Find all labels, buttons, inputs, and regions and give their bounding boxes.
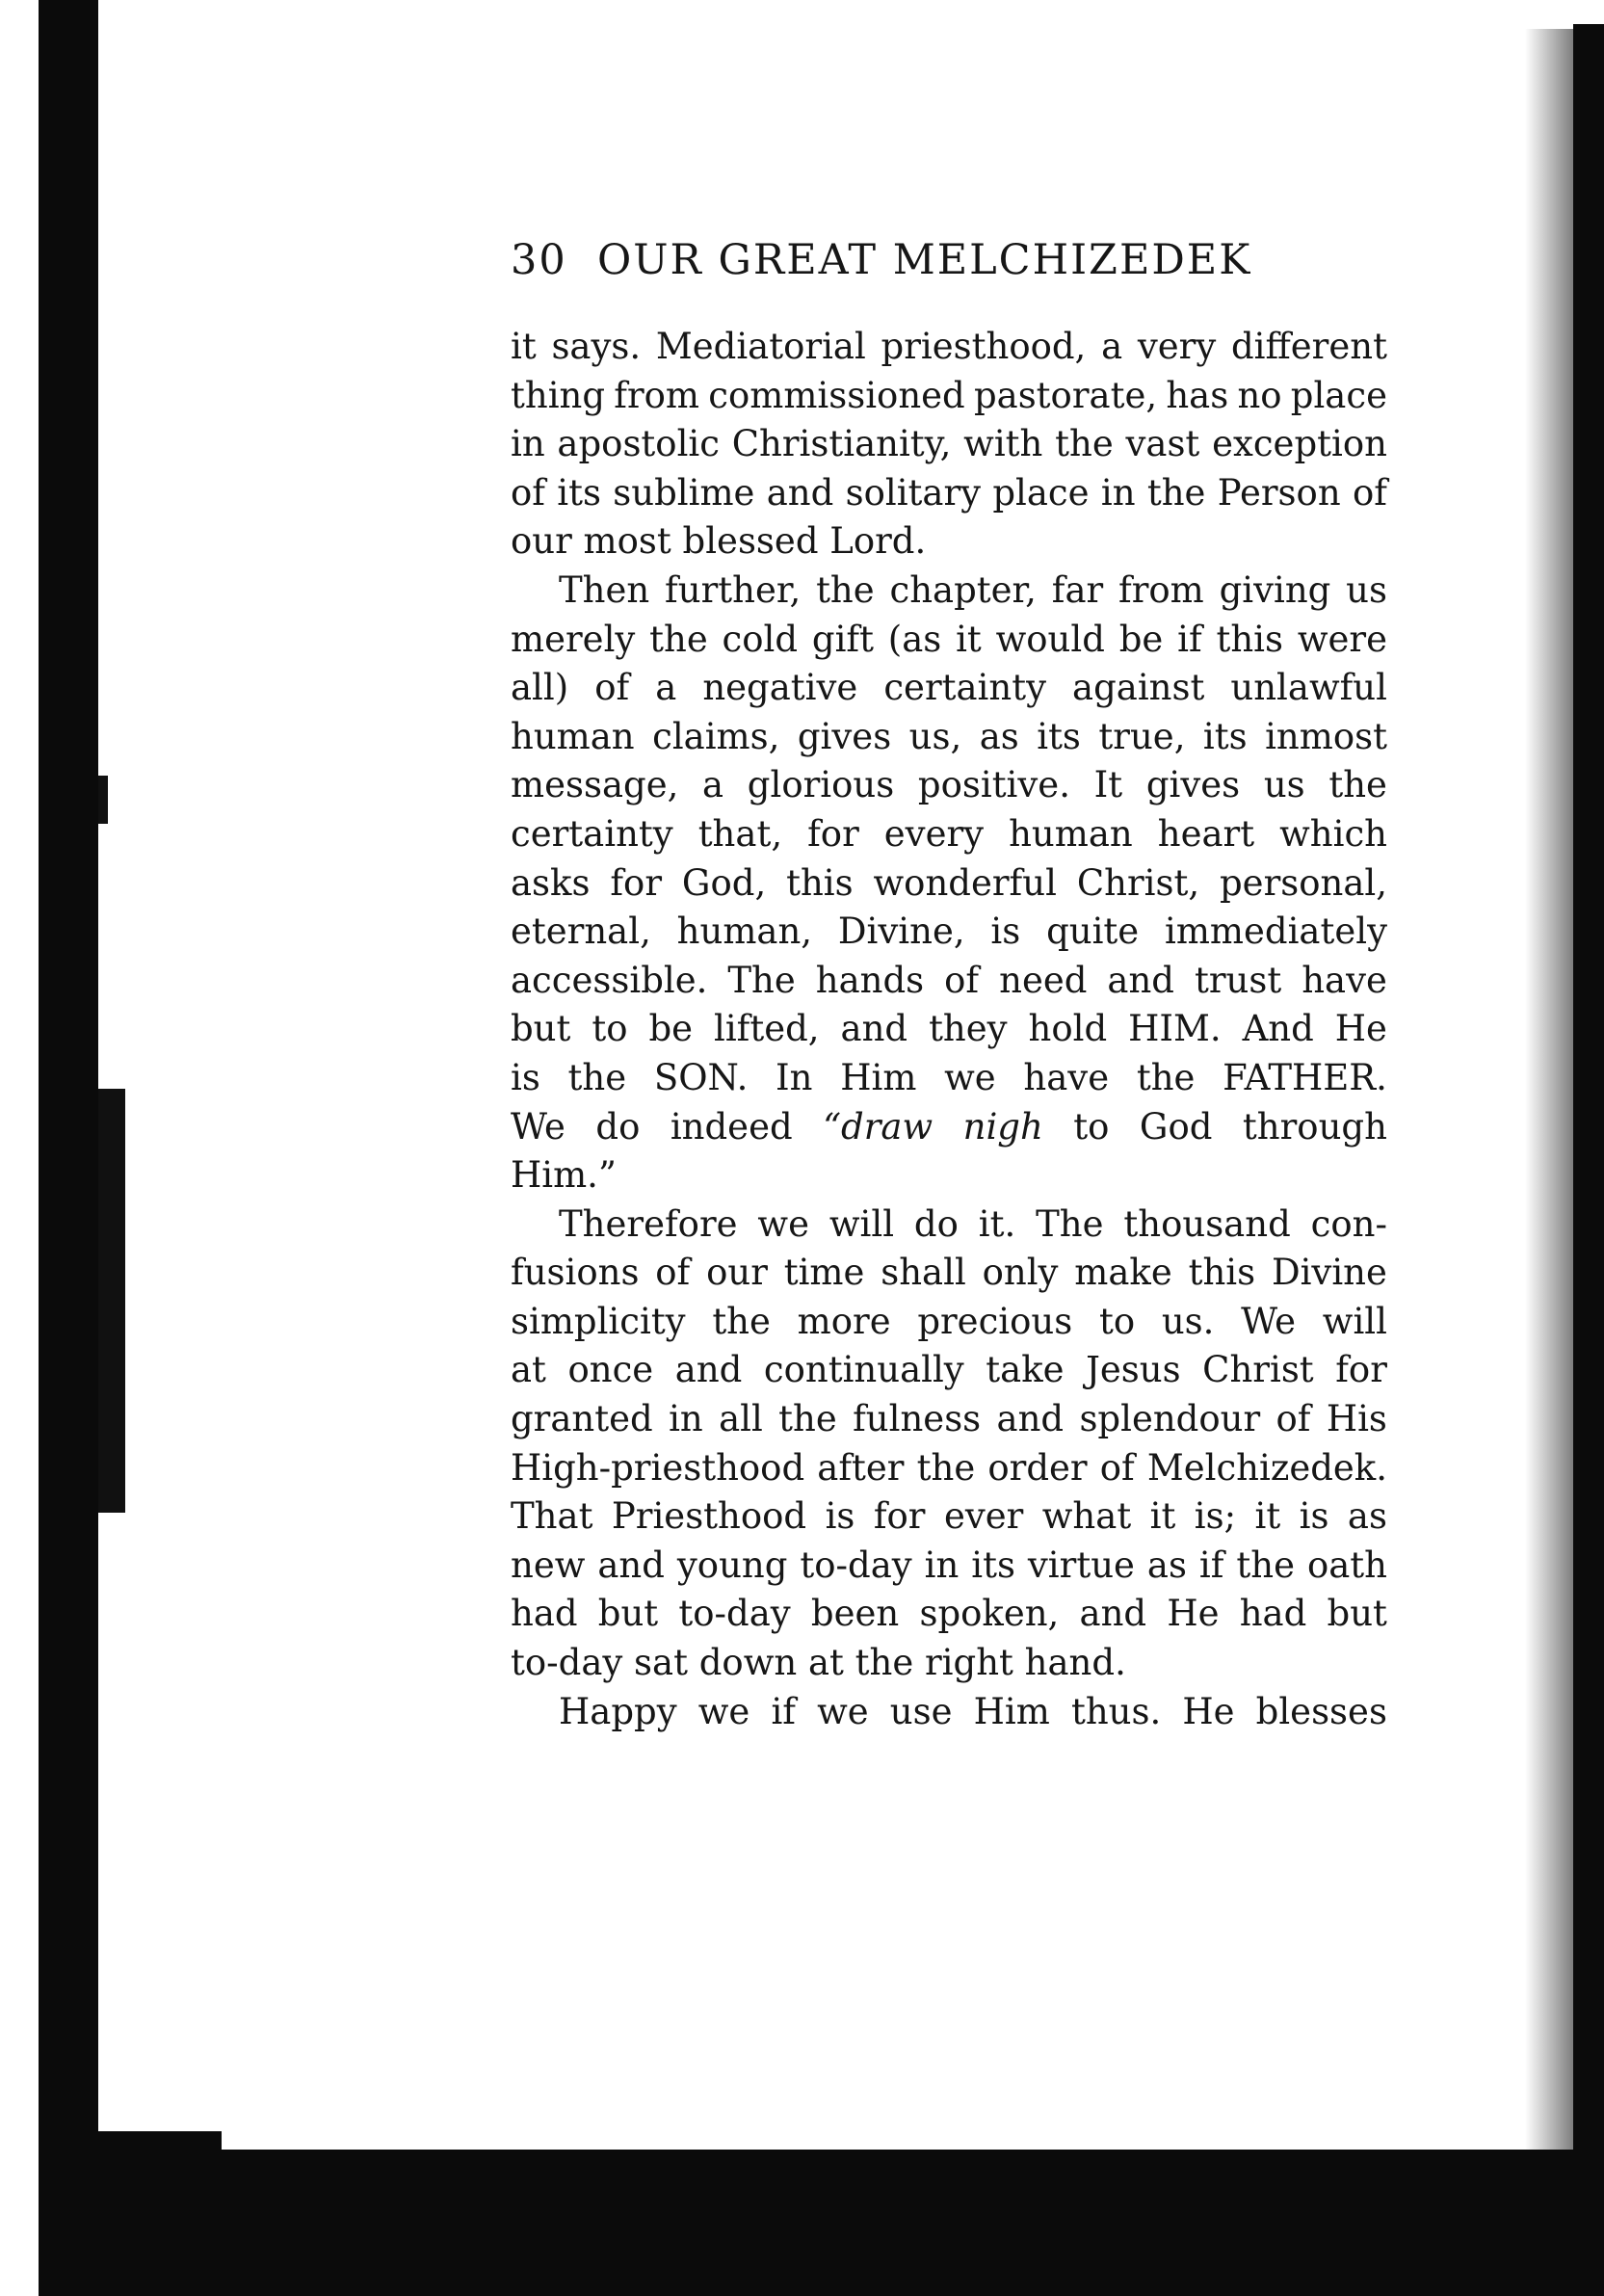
text-word: the xyxy=(1236,1544,1295,1586)
text-word: Therefore xyxy=(559,1202,738,1245)
text-word: heart xyxy=(1157,812,1255,855)
text-word: the xyxy=(816,568,875,611)
text-word: young xyxy=(676,1544,788,1586)
text-word: as xyxy=(1347,1495,1387,1538)
text-word: thing xyxy=(511,374,606,416)
text-line xyxy=(511,1688,1387,1737)
text-word: chapter, xyxy=(889,568,1037,611)
scan-shadow-right xyxy=(1525,29,1573,2245)
text-word: is xyxy=(825,1495,855,1538)
text-word: further, xyxy=(665,568,802,611)
text-word: do xyxy=(595,1105,641,1148)
text-word: for xyxy=(873,1495,926,1538)
text-word: this xyxy=(1188,1252,1256,1294)
text-word: if xyxy=(771,1690,796,1732)
text-word: us xyxy=(1263,764,1305,806)
text-word: oath xyxy=(1306,1544,1387,1586)
text-word: make xyxy=(1074,1252,1172,1294)
text-word: be xyxy=(648,1008,694,1050)
text-word: us xyxy=(1346,568,1387,611)
text-word: fusions xyxy=(511,1252,640,1294)
text-word: pastorate, xyxy=(973,374,1158,416)
text-word: we xyxy=(817,1690,869,1732)
body-text xyxy=(511,323,1387,1768)
text-word: time xyxy=(783,1252,865,1294)
text-word: gives xyxy=(1145,764,1241,806)
text-word: exception xyxy=(1212,423,1387,465)
text-word: of xyxy=(655,1252,691,1294)
text-word: and xyxy=(840,1008,908,1050)
text-word: to-day xyxy=(678,1593,791,1635)
text-word: virtue xyxy=(1027,1544,1135,1586)
text-word: all) xyxy=(511,667,569,709)
text-word: ever xyxy=(943,1495,1024,1538)
text-word: thus. xyxy=(1070,1690,1162,1732)
text-word: is; xyxy=(1194,1495,1237,1538)
text-word: spoken, xyxy=(919,1593,1060,1635)
text-line xyxy=(511,1005,1387,1054)
text-line xyxy=(511,859,1387,909)
text-word: it xyxy=(956,618,982,660)
text-word: human xyxy=(511,715,635,757)
text-word: that, xyxy=(697,812,783,855)
text-word: if xyxy=(1198,1544,1224,1586)
text-word: human xyxy=(1009,812,1133,855)
text-word: of xyxy=(944,959,980,1001)
text-word: accessible. xyxy=(511,959,708,1001)
text-word: but xyxy=(1327,1593,1387,1635)
text-word: priesthood, xyxy=(881,326,1087,367)
text-word: SON. xyxy=(653,1056,749,1098)
text-word: very xyxy=(1137,326,1217,367)
text-word: as xyxy=(979,715,1019,757)
text-word: had xyxy=(1239,1593,1307,1635)
text-word: been xyxy=(810,1593,900,1635)
text-word: Person xyxy=(1217,471,1341,514)
text-word: Christ xyxy=(1202,1349,1314,1391)
text-word: this xyxy=(786,861,854,904)
text-word: is xyxy=(511,1056,540,1098)
text-word: blesses xyxy=(1255,1690,1387,1732)
text-word: all xyxy=(719,1398,763,1440)
text-word: hold xyxy=(1028,1008,1108,1050)
text-line xyxy=(511,517,1387,567)
text-word: take xyxy=(986,1349,1065,1391)
text-word: FATHER. xyxy=(1223,1056,1387,1098)
text-word: The xyxy=(1036,1202,1104,1245)
text-word: We xyxy=(1241,1300,1297,1342)
text-word: its xyxy=(971,1544,1015,1586)
text-word: different xyxy=(1230,326,1387,367)
text-word: we xyxy=(697,1690,750,1732)
text-word: says. xyxy=(551,326,642,367)
text-line xyxy=(511,420,1387,469)
text-word: is xyxy=(1299,1495,1329,1538)
text-word: precious xyxy=(917,1300,1073,1342)
text-word: had xyxy=(511,1593,578,1635)
text-word: have xyxy=(1302,959,1387,1001)
text-word: unlawful xyxy=(1230,667,1387,709)
text-word: We xyxy=(511,1105,565,1148)
text-word: a xyxy=(655,667,677,709)
text-word: Then xyxy=(559,568,650,611)
text-word: The xyxy=(727,959,796,1001)
text-word: Him.” xyxy=(511,1154,617,1197)
text-word: it xyxy=(1254,1495,1281,1538)
page-number: 30 xyxy=(511,236,567,284)
text-word: will xyxy=(828,1202,895,1245)
text-word: has xyxy=(1166,374,1229,416)
text-word: is xyxy=(990,910,1021,953)
text-word: but xyxy=(597,1593,659,1635)
text-word: with xyxy=(963,423,1043,465)
text-word: were xyxy=(1297,618,1387,660)
text-word: the xyxy=(1136,1056,1196,1098)
running-title: OUR GREAT MELCHIZEDEK xyxy=(597,236,1252,284)
text-word: for xyxy=(610,861,663,904)
text-line xyxy=(511,323,1387,372)
text-word: at xyxy=(511,1349,546,1391)
text-word: be xyxy=(1118,618,1164,660)
text-word: us. xyxy=(1161,1300,1215,1342)
text-line xyxy=(511,713,1387,762)
text-word: to-day xyxy=(800,1544,912,1586)
text-word: lifted, xyxy=(714,1008,820,1050)
text-word: giving xyxy=(1219,568,1331,611)
text-line xyxy=(511,1639,1387,1688)
text-word: to xyxy=(1073,1105,1110,1148)
running-header xyxy=(511,236,1397,294)
text-word: simplicity xyxy=(511,1300,686,1342)
text-word: need xyxy=(999,959,1088,1001)
text-word: we xyxy=(944,1056,996,1098)
text-word: In xyxy=(776,1056,813,1098)
text-line xyxy=(511,761,1387,810)
text-word: inmost xyxy=(1265,715,1387,757)
text-word: the xyxy=(916,1446,976,1489)
text-word: and xyxy=(1079,1593,1147,1635)
text-word: (as xyxy=(887,618,942,660)
text-line xyxy=(511,567,1387,616)
text-word: of xyxy=(1275,1398,1311,1440)
text-word: merely xyxy=(511,618,636,660)
text-word: our xyxy=(706,1252,768,1294)
text-word: thousand xyxy=(1123,1202,1291,1245)
text-word: hands xyxy=(815,959,925,1001)
text-word: its xyxy=(1037,715,1081,757)
text-line xyxy=(511,1444,1387,1493)
text-word: have xyxy=(1023,1056,1110,1098)
text-line xyxy=(511,810,1387,859)
text-word: in xyxy=(511,423,545,465)
text-word: immediately xyxy=(1165,910,1387,953)
text-word: the xyxy=(649,618,708,660)
text-word: certainty xyxy=(883,667,1046,709)
text-word: us, xyxy=(908,715,962,757)
text-word: if xyxy=(1177,618,1202,660)
text-word: will xyxy=(1322,1300,1387,1342)
text-word: from xyxy=(1118,568,1204,611)
text-word: wonderful xyxy=(873,861,1057,904)
text-word: He xyxy=(1334,1008,1387,1050)
text-word: this xyxy=(1216,618,1283,660)
text-line xyxy=(511,1054,1387,1103)
text-word: positive. xyxy=(917,764,1070,806)
text-word: negative xyxy=(702,667,858,709)
text-word: Divine, xyxy=(837,910,965,953)
text-word: once xyxy=(567,1349,654,1391)
text-word: place xyxy=(992,471,1090,514)
text-word: and xyxy=(1107,959,1174,1001)
text-word: of xyxy=(511,471,545,514)
text-word: of xyxy=(594,667,630,709)
text-word: It xyxy=(1093,764,1123,806)
text-word: God xyxy=(1139,1105,1213,1148)
text-word: use xyxy=(889,1690,953,1732)
text-word: continually xyxy=(763,1349,964,1391)
text-word: of xyxy=(1352,471,1387,514)
text-line xyxy=(511,957,1387,1006)
text-line xyxy=(511,1249,1387,1298)
text-line xyxy=(511,1395,1387,1444)
text-word: in xyxy=(1100,471,1136,514)
text-word: the xyxy=(1328,764,1387,806)
text-word: no xyxy=(1237,374,1282,416)
text-line xyxy=(511,908,1387,957)
text-word: Him xyxy=(840,1056,917,1098)
text-word: Divine xyxy=(1271,1252,1387,1294)
text-word: in xyxy=(924,1544,960,1586)
text-word: it xyxy=(1149,1495,1176,1538)
text-word: granted xyxy=(511,1398,653,1440)
text-word: Melchizedek. xyxy=(1146,1446,1387,1489)
text-word: con- xyxy=(1310,1202,1387,1245)
text-line xyxy=(511,664,1387,713)
text-word: the xyxy=(712,1300,771,1342)
text-line xyxy=(511,372,1387,421)
text-word: true, xyxy=(1098,715,1186,757)
text-word: against xyxy=(1072,667,1205,709)
text-word: and xyxy=(996,1398,1065,1440)
text-word: from xyxy=(614,374,700,416)
text-word: trust xyxy=(1194,959,1282,1001)
text-word: sublime xyxy=(613,471,755,514)
text-word: our most blessed Lord. xyxy=(511,520,927,563)
text-word: claims, xyxy=(652,715,780,757)
scan-border-left xyxy=(39,0,98,2144)
text-word: splendour xyxy=(1079,1398,1261,1440)
text-word: to xyxy=(592,1008,628,1050)
text-word: HIM. xyxy=(1128,1008,1222,1050)
text-word: only xyxy=(982,1252,1059,1294)
text-word: would xyxy=(995,618,1105,660)
text-word: what xyxy=(1041,1495,1132,1538)
text-word: shall xyxy=(881,1252,966,1294)
scan-border-bottom xyxy=(39,2150,1604,2296)
text-word: new xyxy=(511,1544,586,1586)
text-word: through xyxy=(1242,1105,1387,1148)
text-word: Jesus xyxy=(1086,1349,1181,1391)
text-word: and xyxy=(674,1349,743,1391)
text-word: He xyxy=(1167,1593,1220,1635)
text-word: eternal, xyxy=(511,910,651,953)
text-word: cold xyxy=(722,618,799,660)
text-word: for xyxy=(807,812,859,855)
text-word: High-priesthood xyxy=(511,1446,805,1489)
text-word: Happy xyxy=(559,1690,677,1732)
text-word: gives xyxy=(797,715,892,757)
text-word: in xyxy=(669,1398,703,1440)
text-word: gift xyxy=(811,618,874,660)
text-word: commissioned xyxy=(708,374,965,416)
text-word: certainty xyxy=(511,812,673,855)
text-word: Mediatorial xyxy=(655,326,866,367)
text-word: glorious xyxy=(747,764,895,806)
text-word: of xyxy=(1099,1446,1135,1489)
text-word: the xyxy=(567,1056,627,1098)
text-line xyxy=(511,1542,1387,1591)
text-word: Christianity, xyxy=(731,423,952,465)
text-word: its xyxy=(557,471,601,514)
text-word: far xyxy=(1051,568,1104,611)
text-word: to-day sat down at the right hand. xyxy=(511,1642,1126,1684)
text-word: a xyxy=(702,764,724,806)
text-word: order xyxy=(987,1446,1088,1489)
text-line xyxy=(511,469,1387,518)
text-word: its xyxy=(1202,715,1248,757)
text-word: Him xyxy=(973,1690,1050,1732)
text-word: as xyxy=(1146,1544,1187,1586)
text-word: nigh xyxy=(962,1105,1043,1148)
text-line xyxy=(511,1590,1387,1639)
text-line xyxy=(511,1492,1387,1542)
text-word: vast xyxy=(1125,423,1200,465)
text-word: God, xyxy=(681,861,767,904)
text-word: apostolic xyxy=(557,423,720,465)
scan-border-right xyxy=(1573,24,1604,2296)
text-word: “draw xyxy=(823,1105,933,1148)
text-word: they xyxy=(929,1008,1008,1050)
text-word: it xyxy=(511,326,537,367)
text-word: the xyxy=(1055,423,1114,465)
text-word: and xyxy=(766,471,834,514)
text-word: a xyxy=(1101,326,1123,367)
scan-border-left-tick xyxy=(98,776,108,824)
text-line xyxy=(511,1346,1387,1395)
text-word: to xyxy=(1098,1300,1136,1342)
text-word: And xyxy=(1242,1008,1314,1050)
text-word: we xyxy=(757,1202,809,1245)
text-word: Christ, xyxy=(1076,861,1200,904)
text-word: place xyxy=(1290,374,1387,416)
text-word: asks xyxy=(511,861,591,904)
text-word: quite xyxy=(1046,910,1140,953)
text-word: solitary xyxy=(845,471,982,514)
text-word: and xyxy=(597,1544,665,1586)
text-word: His xyxy=(1326,1398,1387,1440)
scan-border-left-notch xyxy=(98,1089,125,1513)
text-word: the xyxy=(778,1398,837,1440)
text-word: after xyxy=(817,1446,905,1489)
text-line xyxy=(511,1103,1387,1152)
text-word: indeed xyxy=(670,1105,793,1148)
text-word: He xyxy=(1182,1690,1235,1732)
text-line xyxy=(511,1298,1387,1347)
text-word: every xyxy=(883,812,985,855)
text-word: message, xyxy=(511,764,679,806)
text-word: fulness xyxy=(853,1398,982,1440)
text-word: personal, xyxy=(1219,861,1387,904)
text-word: but xyxy=(511,1008,571,1050)
text-word: the xyxy=(1146,471,1206,514)
text-line xyxy=(511,1151,1387,1201)
text-word: for xyxy=(1335,1349,1387,1391)
text-word: That xyxy=(511,1495,593,1538)
text-word: which xyxy=(1279,812,1387,855)
text-word: Priesthood xyxy=(611,1495,807,1538)
text-word: human, xyxy=(676,910,813,953)
text-line xyxy=(511,1201,1387,1250)
text-line xyxy=(511,616,1387,665)
text-word: more xyxy=(797,1300,891,1342)
text-word: it. xyxy=(978,1202,1016,1245)
text-word: do xyxy=(913,1202,959,1245)
